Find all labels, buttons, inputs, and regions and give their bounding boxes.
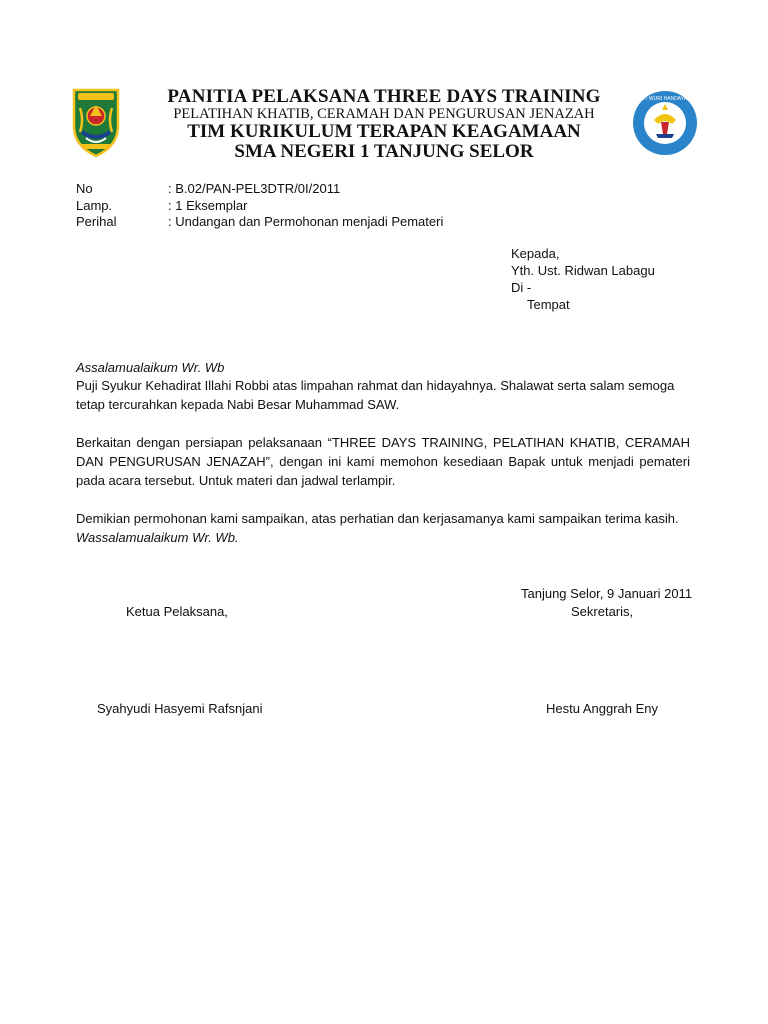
secretary-title: Sekretaris,	[571, 604, 634, 619]
meta-no-value: : B.02/PAN-PEL3DTR/0I/2011	[168, 181, 341, 196]
logo-motto-text: TUT WURI HANDAYANI	[637, 96, 693, 102]
event-subtitle: PELATIHAN KHATIB, CERAMAH DAN PENGURUSAN JENAZAH	[173, 106, 595, 122]
meta-perihal-value: : Undangan dan Permohonan menjadi Pemateri	[168, 214, 444, 229]
meta-lamp-label: Lamp.	[76, 198, 113, 213]
recipient-tempat: Tempat	[527, 297, 570, 312]
secretary-name: Hestu Anggrah Eny	[546, 701, 659, 716]
recipient-kepada: Kepada,	[511, 246, 560, 261]
chairman-name: Syahyudi Hasyemi Rafsnjani	[97, 701, 263, 716]
greeting: Assalamualaikum Wr. Wb	[76, 360, 225, 375]
chairman-title: Ketua Pelaksana,	[126, 604, 228, 619]
school-name: SMA NEGERI 1 TANJUNG SELOR	[234, 141, 534, 162]
closing-salutation: Wassalamualaikum Wr. Wb.	[76, 530, 239, 545]
opening-paragraph: Puji Syukur Kehadirat Illahi Robbi atas limpahan rahmat dan hidayahnya. Shalawat serta salam semoga tetap tercurahkan kepada Nabi Besar Muhammad SAW.	[76, 378, 675, 412]
meta-no-label: No	[76, 181, 93, 196]
recipient-name: Yth. Ust. Ridwan Labagu	[511, 263, 655, 278]
recipient-di: Di -	[511, 280, 532, 295]
meta-perihal-label: Perihal	[76, 214, 117, 229]
place-date: Tanjung Selor, 9 Januari 2011	[521, 586, 693, 601]
closing-paragraph: Demikian permohonan kami sampaikan, atas perhatian dan kerjasamanya kami sampaikan terima kasih.	[76, 511, 679, 526]
main-paragraph: Berkaitan dengan persiapan pelaksanaan “THREE DAYS TRAINING, PELATIHAN KHATIB, CERAMAH DAN PENGURUSAN JENAZAH”, dengan ini kami memohon kesediaan Bapak untuk menjadi pemateri pada acara tersebut. Untuk materi dan jadwal terlampir.	[76, 435, 690, 488]
team-title: TIM KURIKULUM TERAPAN KEAGAMAAN	[187, 121, 581, 142]
committee-title: PANITIA PELAKSANA THREE DAYS TRAINING	[167, 86, 601, 107]
meta-lamp-value: : 1 Eksemplar	[168, 198, 248, 213]
